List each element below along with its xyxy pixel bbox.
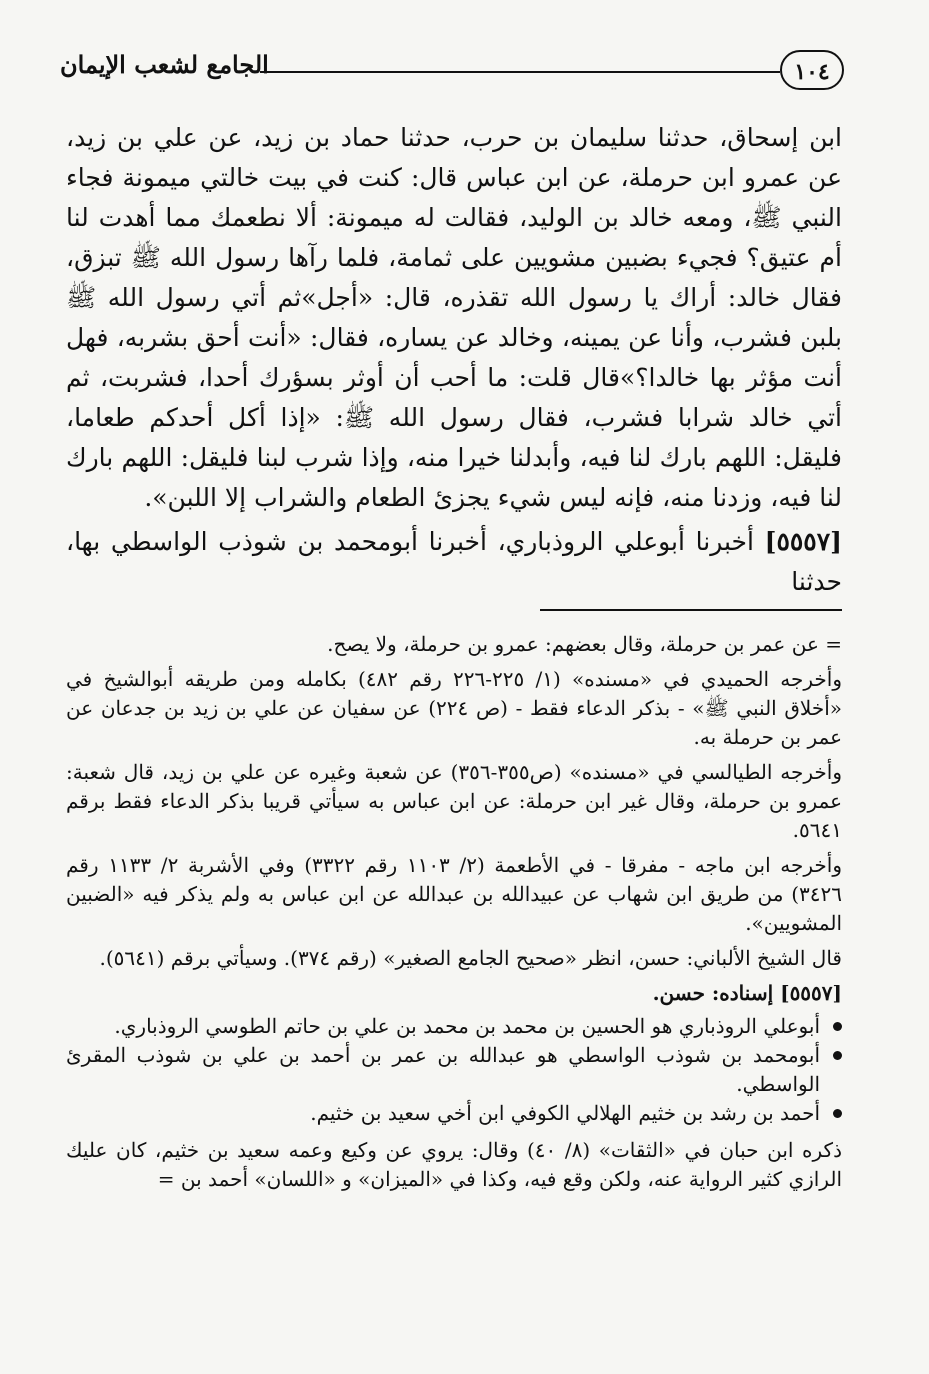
narrator-item xyxy=(66,1041,842,1099)
narrator-item xyxy=(66,1012,842,1041)
footnote-tayalisi: وأخرجه الطيالسي في «مسنده» (ص٣٥٥-٣٥٦) عن شعبة وغيره عن علي بن زيد، قال شعبة: عمرو بن حرملة، وقال غير ابن حرملة: عن ابن عباس به سيأتي قريبا بذكر الدعاء فقط برقم ٥٦٤١. xyxy=(66,760,843,842)
footnote-divider xyxy=(540,609,842,611)
bullet-icon xyxy=(833,1109,842,1118)
page-header xyxy=(60,40,850,100)
page-number-badge: ١٠٤ xyxy=(780,50,844,90)
narrator-item xyxy=(66,1099,842,1128)
bullet-icon xyxy=(833,1022,842,1031)
footnote-ibn-hibban: ذكره ابن حبان في «الثقات» (٨/ ٤٠) وقال: يروي عن وكيع وعمه سعيد بن خثيم، كان عليك الرازي كثير الرواية عنه، ولكن وقع فيه، وكذا في «الميزان» و «اللسان» أحمد بن = xyxy=(66,1138,842,1191)
bullet-icon xyxy=(833,1051,842,1060)
narrator-text: أحمد بن رشد بن خثيم الهلالي الكوفي ابن أخي سعيد بن خثيم. xyxy=(310,1101,820,1125)
isnad-heading: [٥٥٥٧] إسناده: حسن. xyxy=(652,981,842,1005)
footnote-ibn-majah: وأخرجه ابن ماجه - مفرقا - في الأطعمة (٢/ ١١٠٣ رقم ٣٣٢٢) وفي الأشربة ٢/ ١١٣٣ رقم ٣٤٢٦) من طريق ابن شهاب عن عبيدالله بن عبدالله عن ابن عباس به ولم يذكر فيه «الضبين المشويين». xyxy=(66,853,843,935)
main-text xyxy=(66,118,842,602)
footnote-albani: قال الشيخ الألباني: حسن، انظر «صحيح الجامع الصغير» (رقم ٣٧٤). وسيأتي برقم (٥٦٤١). xyxy=(99,946,842,970)
footnote-continuation: = عن عمر بن حرملة، وقال بعضهم: عمرو بن حرملة، ولا يصح. xyxy=(327,632,842,656)
running-title: الجامع لشعب الإيمان xyxy=(60,50,269,79)
header-rule xyxy=(260,71,780,73)
narrator-list xyxy=(66,1012,842,1128)
footnotes xyxy=(66,630,842,1200)
narrator-text: أبوعلي الروذباري هو الحسين بن محمد بن محمد بن علي بن حاتم الطوسي الروذباري. xyxy=(114,1014,820,1038)
main-paragraph: ابن إسحاق، حدثنا سليمان بن حرب، حدثنا حماد بن زيد، عن علي بن زيد، عن عمرو ابن حرملة، عن ابن عباس قال: كنت في بيت خالتي ميمونة فجاء النبي ﷺ، ومعه خالد بن الوليد، فقالت له ميمونة: ألا نطعمك مما أهدت لنا أم عتيق؟ فجيء بضبين مشويين على ثمامة، فلما رآها رسول الله ﷺ تبزق، فقال خالد: أراك يا رسول الله تقذره، قال: «أجل»ثم أتي رسول الله ﷺ بلبن فشرب، وأنا عن يمينه، وخالد عن يساره، فقال: «أنت أحق بشربه، فهل أنت مؤثر بها خالدا؟»قال قلت: ما أحب أن أوثر بسؤرك أحدا، فشربت، ثم أتي خالد شرابا فشرب، فقال رسول الله ﷺ: «إذا أكل أحدكم طعاما، فليقل: اللهم بارك لنا فيه، وأبدلنا خيرا منه، وإذا شرب لبنا فليقل: اللهم بارك لنا فيه، وزدنا منه، فإنه ليس شيء يجزئ الطعام والشراب إلا اللبن». xyxy=(66,123,843,512)
hadith-entry xyxy=(66,522,842,602)
narrator-text: أبومحمد بن شوذب الواسطي هو عبدالله بن عمر بن أحمد بن علي بن شوذب المقرئ الواسطي. xyxy=(66,1043,820,1096)
hadith-number: [٥٥٥٧] xyxy=(764,527,842,556)
hadith-text: أخبرنا أبوعلي الروذباري، أخبرنا أبومحمد بن شوذب الواسطي بها، حدثنا xyxy=(66,527,842,596)
footnote-humaydi: وأخرجه الحميدي في «مسنده» (١/ ٢٢٥-٢٢٦ رقم ٤٨٢) بكامله ومن طريقه أبوالشيخ في «أخلاق النبي ﷺ» - بذكر الدعاء فقط - (ص ٢٢٤) عن سفيان عن علي بن زيد بن جدعان عن عمر بن حرملة به. xyxy=(66,667,842,749)
